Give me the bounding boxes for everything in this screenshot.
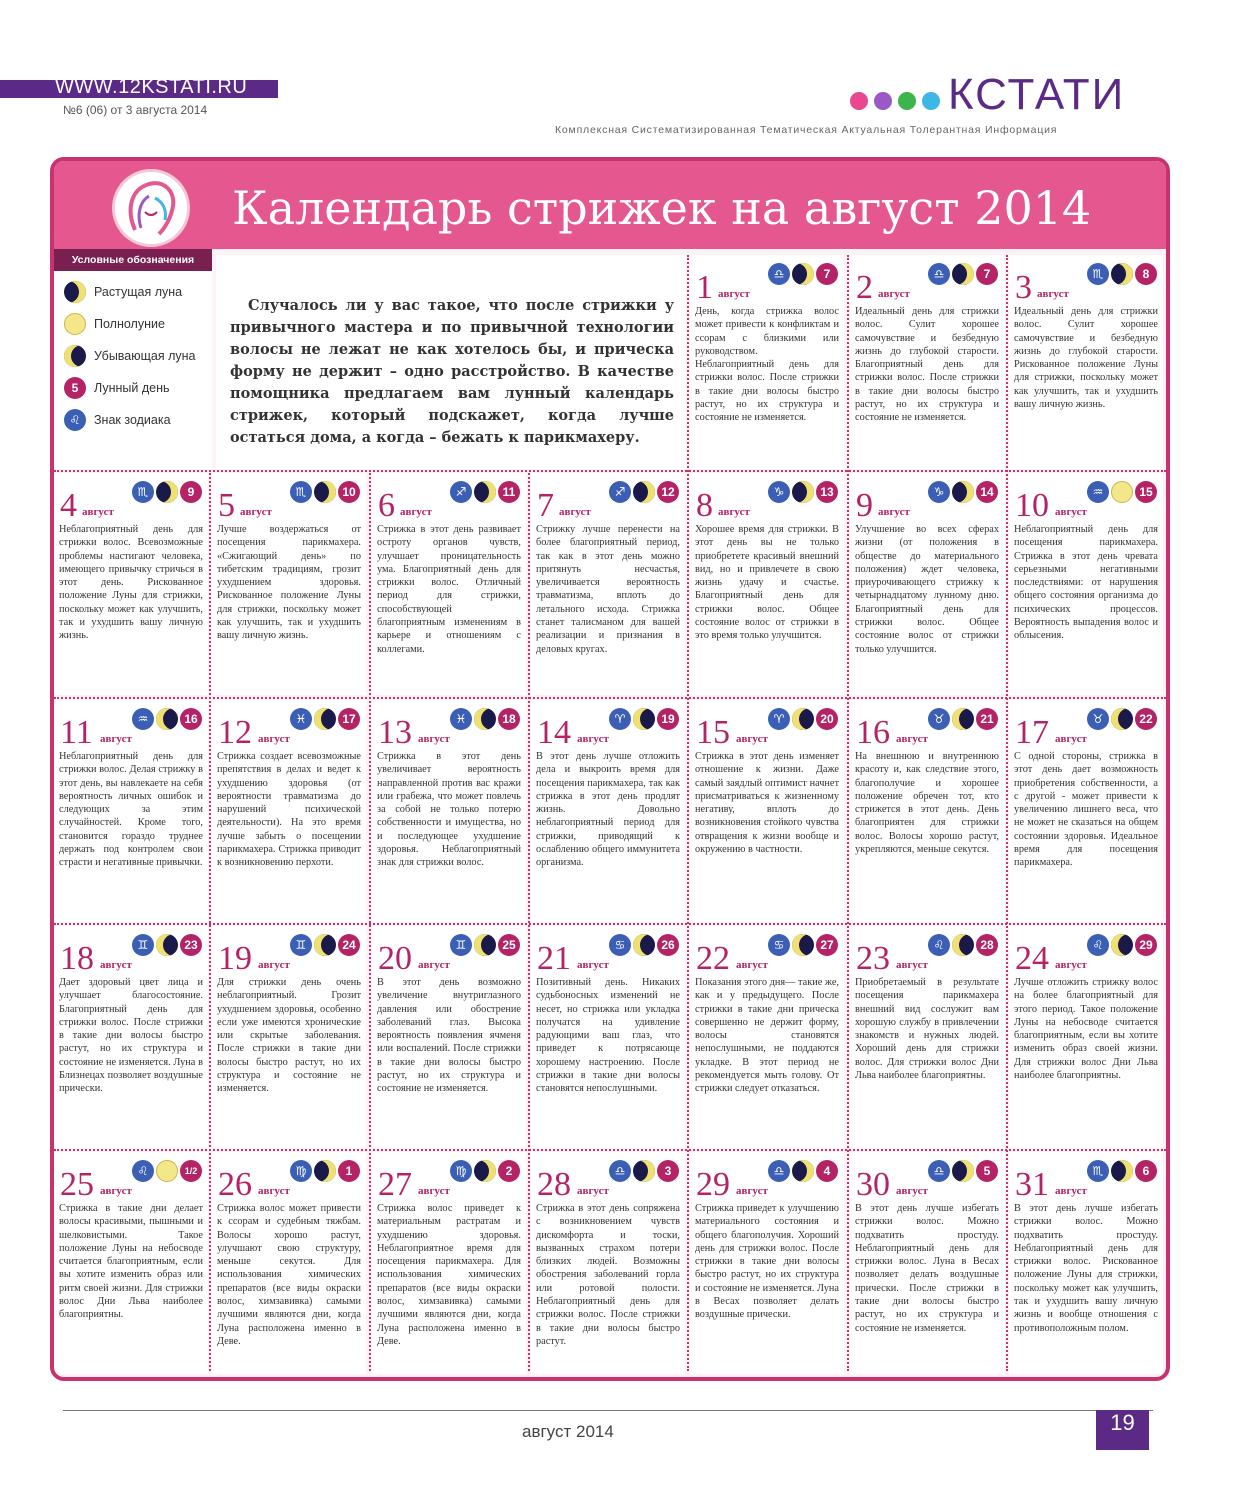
day-icons [1087,934,1157,956]
zodiac-sign-icon: ♏ [1087,1160,1109,1182]
day-description: Неблагоприятный день для стрижки волос. Всевозможные проблемы настигают человека, имеющего привычку стричься в этот день. Рискованное положение Луны для стрижки, поскольку может как улучшить, так и ухудшить вашу личную жизнь. [59,524,203,642]
day-month: август [577,733,609,745]
waxing-moon-icon [792,263,814,285]
day-description: Лучше отложить стрижку волос на более благоприятный для этого период. Такое положение Луны на небосводе считается благоприятным, если вы хотите изменить образ своей жизни. Для стрижки волос Дни Льва наиболее благоприятны. [1014,977,1158,1081]
day-icons [928,934,998,956]
waning-moon-icon [952,708,974,730]
day-number: 28 [537,1166,571,1203]
day-description: Стрижка в этот день изменяет отношение к жизни. Даже самый заядлый оптимист начнет присматриваться к жизненному негативу, вплоть до возникновения стойкого чувства отвращения к жизни вообще и окружению в частности. [695,751,839,855]
day-number: 3 [1015,269,1032,306]
zodiac-sign-icon: ♌ [64,409,86,431]
day-cell [850,473,1004,695]
lunar-day-icon: 10 [338,481,360,503]
day-cell [1009,473,1163,695]
footer-month: август 2014 [522,1422,614,1441]
zodiac-sign-icon: ♑ [768,481,790,503]
page-title: Календарь стрижек на август 2014 [232,181,1092,235]
lunar-day-icon: 8 [1135,263,1157,285]
day-cell [690,700,844,922]
day-month: август [418,733,450,745]
calendar-frame [50,157,1170,1381]
day-cell [372,473,526,695]
lunar-day-icon: 3 [657,1160,679,1182]
day-cell [1009,926,1163,1148]
day-description: Стрижка в этот день увеличивает вероятность направленной против вас кражи или грабежа, что может повлечь за собой не только потерю собственности и имущества, но и последующее ухудшение здоровья. Неблагоприятный знак для стрижки волос. [377,751,521,869]
lunar-day-icon: 24 [338,934,360,956]
day-month: август [736,959,768,971]
footer-rule [63,1410,1153,1411]
day-icons [1087,708,1157,730]
lunar-day-icon: 6 [1135,1160,1157,1182]
day-cell [372,700,526,922]
day-description: Позитивный день. Никаких судьбоносных изменений не несет, но стрижка или укладка получатся на удивление радующими ваш глаз, что приведет к потрясающе хорошему настроению. После стрижки в такие дни волосы становятся непослушными. [536,977,680,1095]
legend-label: Знак зодиака [94,412,171,427]
day-number: 19 [218,940,252,977]
day-number: 13 [378,714,412,751]
day-month: август [718,506,750,518]
full-moon-icon [64,313,86,335]
day-month: август [577,1185,609,1197]
day-icons [290,481,360,503]
day-cell [372,926,526,1148]
day-icons [290,1160,360,1182]
day-month: август [1055,1185,1087,1197]
day-cell [212,700,366,922]
day-icons [609,934,679,956]
waxing-moon-icon [952,1160,974,1182]
zodiac-sign-icon: ♎ [928,263,950,285]
day-number: 5 [218,487,235,524]
day-number: 14 [537,714,571,751]
day-month: август [1055,733,1087,745]
day-number: 18 [60,940,94,977]
day-number: 7 [537,487,554,524]
day-description: В этот день лучше избегать стрижки волос. Можно подхватить простуду. Неблагоприятный день для стрижки волос. Луна в Весах позволяет делать воздушные прически. После стрижки в такие дни волосы быстро растут, но их структура и состояние не изменяется. [855,1203,999,1334]
day-icons [768,481,838,503]
day-description: Неблагоприятный день для стрижки волос. Делая стрижку в этот день, вы навлекаете на себя вероятность личных ошибок и следующих за этим случайностей. Кроме того, становится гораздо труднее держать под контролем свои страсти и негативные привычки. [59,751,203,869]
lunar-day-icon: 15 [1135,481,1157,503]
day-description: Для стрижки день очень неблагоприятный. Грозит ухудшением здоровья, особенно если уже имеются хронические или скрытые заболевания. После стрижки в такие дни волосы быстро растут, но их структура и состояние не изменяется. [217,977,361,1095]
day-month: август [1037,288,1069,300]
day-number: 12 [218,714,252,751]
zodiac-sign-icon: ♎ [609,1160,631,1182]
lunar-day-icon: 7 [976,263,998,285]
day-icons [132,1160,202,1182]
zodiac-sign-icon: ♋ [768,934,790,956]
day-icons [290,934,360,956]
day-icons [1087,481,1157,503]
lunar-day-icon: 5 [64,377,86,399]
day-icons [132,708,202,730]
grid-divider [847,255,849,1371]
day-number: 31 [1015,1166,1049,1203]
lunar-day-icon: 20 [816,708,838,730]
waning-moon-icon [314,708,336,730]
full-moon-icon [1111,481,1133,503]
day-month: август [258,1185,290,1197]
day-month: август [896,733,928,745]
day-number: 22 [696,940,730,977]
waning-moon-icon [474,934,496,956]
lunar-day-icon: 27 [816,934,838,956]
lunar-day-icon: 14 [976,481,998,503]
site-url[interactable]: WWW.12KSTATI.RU [55,76,248,98]
zodiac-sign-icon: ♍ [450,1160,472,1182]
grid-divider [369,473,371,1371]
day-description: В этот день лучше избегать стрижки волос. Можно подхватить простуду. Неблагоприятный день для стрижки волос. Рискованное положение Луны для стрижки, поскольку может как улучшить, так и ухудшить вашу личную жизнь и вообще отношения с противоположным полом. [1014,1203,1158,1334]
day-icons [132,481,202,503]
day-icons [928,708,998,730]
zodiac-sign-icon: ♋ [609,934,631,956]
zodiac-sign-icon: ♑ [928,481,950,503]
lunar-day-icon: 13 [816,481,838,503]
day-number: 25 [60,1166,94,1203]
day-description: В этот день лучше отложить дела и выкроить время для посещения парикмахера, так как стрижка в этот день продлят жизнь. Довольно неблагоприятный период для стрижки, приводящий к ослаблению общего иммунитета организма. [536,751,680,869]
waxing-moon-icon [314,1160,336,1182]
legend-heading: Условные обозначения [54,249,212,271]
zodiac-sign-icon: ♏ [290,481,312,503]
dot-icon-4 [922,92,940,110]
day-cell [531,926,685,1148]
zodiac-sign-icon: ♓ [290,708,312,730]
day-icons [450,934,520,956]
day-icons [768,934,838,956]
waning-moon-icon [1111,934,1133,956]
lunar-day-icon: 19 [657,708,679,730]
day-number: 9 [856,487,873,524]
day-description: Стрижка в этот день сопряжена с возникновением чувств дискомфорта и тоски, вызванных страхом потери близких людей. Возможны обострения заболеваний горла или ротовой полости. Неблагоприятный день для стрижки волос. После стрижки в такие дни волосы быстро растут. [536,1203,680,1347]
lunar-day-icon: 23 [180,934,202,956]
day-description: Стрижку лучше перенести на более благоприятный период, так как в этот день можно притянуть несчастья, увеличивается вероятность травматизма, вплоть до летального исхода. Стрижка станет талисманом для вашей реализации и признания в деловых кругах. [536,524,680,655]
day-cell [1009,1152,1163,1374]
day-cell [54,700,208,922]
day-cell [850,255,1004,469]
day-icons [768,708,838,730]
day-number: 27 [378,1166,412,1203]
zodiac-sign-icon: ♉ [1087,708,1109,730]
legend-item [64,377,212,399]
day-number: 1 [696,269,713,306]
day-number: 15 [696,714,730,751]
lunar-day-icon: 21 [976,708,998,730]
day-icons [1087,1160,1157,1182]
day-number: 10 [1015,487,1049,524]
day-number: 26 [218,1166,252,1203]
day-number: 4 [60,487,77,524]
day-number: 21 [537,940,571,977]
day-month: август [240,506,272,518]
waxing-moon-icon [1111,263,1133,285]
day-cell [212,473,366,695]
zodiac-sign-icon: ♏ [132,481,154,503]
day-icons [609,708,679,730]
day-cell [690,1152,844,1374]
day-description: Улучшение во всех сферах жизни (от положения в обществе до материального положения) ждет человека, приурочивающего стрижку к четырнадцатому лунному дню. Благоприятный день для стрижки волос. Общее состояние волос от стрижки только улучшится. [855,524,999,655]
waxing-moon-icon [64,281,86,303]
day-month: август [258,733,290,745]
day-cell [212,1152,366,1374]
legend-item [64,345,212,367]
day-month: август [577,959,609,971]
zodiac-sign-icon: ♌ [1087,934,1109,956]
waning-moon-icon [952,934,974,956]
waning-moon-icon [156,934,178,956]
day-number: 23 [856,940,890,977]
day-icons [450,1160,520,1182]
lunar-day-icon: 7 [816,263,838,285]
zodiac-sign-icon: ♈ [768,708,790,730]
grid-divider [528,473,530,1371]
dot-icon-1 [850,92,868,110]
legend-label: Полнолуние [94,316,165,331]
day-cell [690,926,844,1148]
day-icons [450,708,520,730]
day-cell [850,926,1004,1148]
day-icons [768,1160,838,1182]
day-description: С одной стороны, стрижка в этот день дает возможность приобретения собственности, а с другой - может привести к увеличению лишнего веса, что не может не сказаться на общем состоянии здоровья. Идеальное время для посещения парикмахера. [1014,751,1158,869]
legend-label: Растущая луна [94,284,183,299]
day-description: Стрижка в такие дни делает волосы красивыми, пышными и шелковистыми. Такое положение Луны на небосводе считается благоприятным, если вы хотите изменить образ или ритм своей жизни. Для стрижки волос Дни Льва наиболее благоприятны. [59,1203,203,1321]
lunar-day-icon: 12 [657,481,679,503]
day-description: Хорошее время для стрижки. В этот день вы не только приобретете красивый внешний вид, но и привлечете в свою жизнь удачу и счастье. Благоприятный день для стрижки волос. Общее состояние волос от стрижки в это время только улучшится. [695,524,839,642]
waning-moon-icon [792,934,814,956]
day-number: 24 [1015,940,1049,977]
waxing-moon-icon [952,481,974,503]
day-cell [531,1152,685,1374]
grid-divider [1006,255,1008,1371]
brand-dots [850,92,940,110]
day-description: Стрижка приведет к улучшению материального состояния и общего благополучия. Хороший день для стрижки волос. После стрижки в такие дни волосы быстро растут, но их структура и состояние не изменяется. Луна в Весах позволяет делать воздушные прически. [695,1203,839,1321]
waxing-moon-icon [792,1160,814,1182]
legend-item [64,313,212,335]
day-cell [372,1152,526,1374]
lunar-day-icon: 5 [976,1160,998,1182]
day-month: август [896,1185,928,1197]
day-icons [609,1160,679,1182]
zodiac-sign-icon: ♓ [450,708,472,730]
day-description: Показания этого дня— такие же, как и у предыдущего. После стрижки в такие дни прическа совершенно не держит форму, волосы становятся непослушными, не поддаются укладке. В этот период не рекомендуется мыть голову. От стрижки следует отказаться. [695,977,839,1095]
lunar-day-icon: 9 [180,481,202,503]
day-icons [1087,263,1157,285]
zodiac-sign-icon: ♐ [450,481,472,503]
day-month: август [878,288,910,300]
waning-moon-icon [314,934,336,956]
lunar-day-icon: 2 [498,1160,520,1182]
day-month: август [82,506,114,518]
zodiac-sign-icon: ♎ [928,1160,950,1182]
waxing-moon-icon [1111,1160,1133,1182]
grid-divider [54,923,1166,925]
full-moon-icon [156,1160,178,1182]
day-cell [690,473,844,695]
day-cell [54,473,208,695]
brand-tagline: Комплексная Систематизированная Тематическая Актуальная Толерантная Информация [555,124,1058,136]
day-cell [531,700,685,922]
day-description: Идеальный день для стрижки волос. Сулит хорошее самочувствие и безбедную жизнь до глубокой старости. Благоприятный день для стрижки волос. После стрижки в такие дни волосы быстро растут, но их структура и состояние не изменяется. [855,306,999,424]
waxing-moon-icon [474,481,496,503]
day-month: август [896,959,928,971]
issue-info: №6 (06) от 3 августа 2014 [63,103,208,117]
brand-logo: КСТАТИ [948,70,1126,119]
day-icons [290,708,360,730]
waxing-moon-icon [633,481,655,503]
grid-divider [54,697,1166,699]
day-month: август [736,733,768,745]
dot-icon-2 [874,92,892,110]
day-icons [928,263,998,285]
day-description: Стрижка создает всевозможные препятствия в делах и ведет к ухудшению здоровья (от вероятности травматизма до нарушений психической деятельности). На это время лучше забыть о посещении парикмахера. Стрижка приводит к возникновению перхоти. [217,751,361,869]
calendar-header [54,161,1166,249]
zodiac-sign-icon: ♌ [928,934,950,956]
day-description: День, когда стрижка волос может привести к конфликтам и ссорам с близкими или руководством. Неблагоприятный день для стрижки волос. После стрижки в такие дни волосы быстро растут, но их структура и состояние не изменяется. [695,306,839,424]
zodiac-sign-icon: ♒ [132,708,154,730]
day-cell [1009,700,1163,922]
day-description: Неблагоприятный день для посещения парикмахера. Стрижка в этот день чревата серьезными негативными последствиями: от нарушения общего состояния организма до психических процессов. Вероятность выпадения волос и облысения. [1014,524,1158,642]
day-number: 2 [856,269,873,306]
day-cell [54,926,208,1148]
day-icons [928,481,998,503]
day-month: август [559,506,591,518]
day-description: Стрижка в этот день развивает остроту органов чувств, улучшает проницательность ума. Благоприятный день для стрижки волос. Отличный период для стрижки, способствующей благоприятным изменениям в карьере и отношениям с коллегами. [377,524,521,655]
day-cell [850,700,1004,922]
day-number: 30 [856,1166,890,1203]
day-month: август [736,1185,768,1197]
lunar-day-icon: 22 [1135,708,1157,730]
day-month: август [718,288,750,300]
zodiac-sign-icon: ♍ [290,1160,312,1182]
zodiac-sign-icon: ♏ [1087,263,1109,285]
day-month: август [418,959,450,971]
intro-text: Случалось ли у вас такое, что после стрижки у привычного мастера и по привычной технологии волосы не лежат не как хотелось бы, и прическа форму не держит – одно расстройство. В качестве помощника предлагаем вам лунный календарь стрижек, который подскажет, когда лучше остаться дома, а когда – бежать к парикмахеру. [216,255,686,469]
day-description: Лучше воздержаться от посещения парикмахера. «Сжигающий день» по тибетским традициям, грозит ухудшением здоровья. Рискованное положение Луны для стрижки, поскольку может как улучшить, так и ухудшить вашу личную жизнь. [217,524,361,642]
day-number: 16 [856,714,890,751]
day-number: 29 [696,1166,730,1203]
waning-moon-icon [633,934,655,956]
lunar-day-icon: 16 [180,708,202,730]
day-month: август [258,959,290,971]
day-number: 6 [378,487,395,524]
zodiac-sign-icon: ♈ [609,708,631,730]
zodiac-sign-icon: ♒ [1087,481,1109,503]
lunar-day-icon: 28 [976,934,998,956]
lunar-day-icon: 29 [1135,934,1157,956]
day-cell [531,473,685,695]
waxing-moon-icon [952,263,974,285]
waning-moon-icon [474,708,496,730]
day-description: Идеальный день для стрижки волос. Сулит хорошее самочувствие и безбедную жизнь до глубокой старости. Рискованное положение Луны для стрижки, поскольку может как улучшить, так и ухудшить вашу личную жизнь. [1014,306,1158,410]
day-description: Дает здоровый цвет лица и улучшает благосостояние. Благоприятный день для стрижки волос. После стрижки в такие дни волосы быстро растут, но их структура и состояние не изменяется. Луна в Близнецах позволяет воздушные прически. [59,977,203,1095]
waxing-moon-icon [156,481,178,503]
page-number: 19 [1096,1410,1149,1450]
day-cell [690,255,844,469]
lunar-day-icon: 1 [338,1160,360,1182]
day-number: 8 [696,487,713,524]
day-month: август [1055,506,1087,518]
zodiac-sign-icon: ♊ [132,934,154,956]
day-cell [212,926,366,1148]
day-month: август [100,959,132,971]
lunar-day-icon: 4 [816,1160,838,1182]
day-description: Стрижка волос может привести к ссорам и судебным тяжбам. Волосы хорошо растут, улучшают свою структуру, меньше секутся. Для использования химических препаратов (все виды окраски волос, химзавивка) самыми лучшими являются дни, когда Луна расположена именно в Деве. [217,1203,361,1347]
waning-moon-icon [1111,708,1133,730]
day-icons [450,481,520,503]
waxing-moon-icon [792,481,814,503]
grid-divider [687,255,689,1371]
zodiac-sign-icon: ♎ [768,263,790,285]
day-cell [54,1152,208,1374]
zodiac-sign-icon: ♌ [132,1160,154,1182]
waxing-moon-icon [314,481,336,503]
grid-divider [54,1149,1166,1151]
zodiac-sign-icon: ♊ [450,934,472,956]
lunar-day-icon: 11 [498,481,520,503]
waning-moon-icon [156,708,178,730]
day-description: Стрижка волос приведет к материальным растратам и ухудшению здоровья. Неблагоприятное время для посещения парикмахера. Для использования химических препаратов (все виды окраски волос, химзавивка) самыми лучшими являются дни, когда Луна расположена именно в Деве. [377,1203,521,1347]
day-number: 17 [1015,714,1049,751]
waxing-moon-icon [633,1160,655,1182]
day-number: 20 [378,940,412,977]
day-cell [850,1152,1004,1374]
day-month: август [100,733,132,745]
dot-icon-3 [898,92,916,110]
waxing-moon-icon [474,1160,496,1182]
lunar-day-icon: 25 [498,934,520,956]
day-icons [609,481,679,503]
lunar-day-icon: 1/2 [180,1160,202,1182]
waning-moon-icon [792,708,814,730]
woman-face-icon [112,169,190,247]
grid-divider [209,473,211,1371]
day-description: На внешнюю и внутреннюю красоту и, как следствие этого, благополучие и хорошее положение обречен тот, кто стрижется в этот день. День благоприятен для стрижки волос. Волосы хорошо растут, укрепляются, меньше секутся. [855,751,999,855]
day-description: В этот день возможно увеличение внутриглазного давления или обострение заболеваний глаз. Высока вероятность появления ячменя или воспалений. После стрижки в такие дни волосы быстро растут, но их структура и состояние не изменяется. [377,977,521,1095]
zodiac-sign-icon: ♐ [609,481,631,503]
legend-item [64,281,212,303]
day-icons [768,263,838,285]
legend-label: Лунный день [94,380,170,395]
lunar-day-icon: 17 [338,708,360,730]
zodiac-sign-icon: ♉ [928,708,950,730]
grid-divider [54,470,1166,472]
day-month: август [1055,959,1087,971]
day-icons [132,934,202,956]
legend [54,249,212,469]
day-month: август [878,506,910,518]
zodiac-sign-icon: ♊ [290,934,312,956]
legend-label: Убывающая луна [94,348,196,363]
day-month: август [418,1185,450,1197]
zodiac-sign-icon: ♎ [768,1160,790,1182]
day-month: август [100,1185,132,1197]
day-cell [1009,255,1163,469]
lunar-day-icon: 18 [498,708,520,730]
lunar-day-icon: 26 [657,934,679,956]
day-month: август [400,506,432,518]
waning-moon-icon [633,708,655,730]
legend-item [64,409,212,431]
waning-moon-icon [64,345,86,367]
day-number: 11 [60,714,93,751]
day-description: Приобретаемый в результате посещения парикмахера внешний вид сослужит вам хорошую службу в привлечении знакомств и нужных людей. Хороший день для стрижки волос. Для стрижки волос Дни Льва наиболее благоприятны. [855,977,999,1081]
day-icons [928,1160,998,1182]
